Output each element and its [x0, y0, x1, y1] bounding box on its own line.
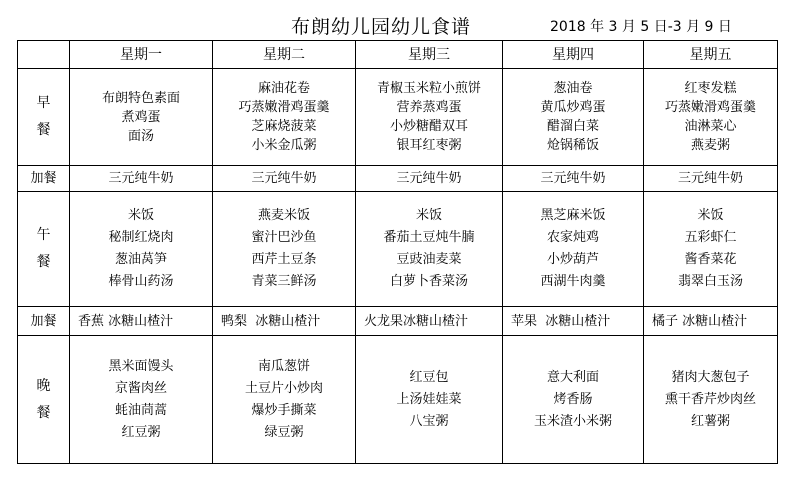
breakfast-label-char: 餐 — [36, 122, 51, 138]
morning-snack-wed: 三元纯牛奶 — [356, 166, 503, 192]
menu-item: 意大利面 — [546, 369, 599, 385]
menu-item: 红豆包 — [409, 369, 449, 385]
menu-item: 农家炖鸡 — [546, 230, 599, 245]
menu-item: 米饭 — [415, 208, 442, 223]
menu-item: 烤香肠 — [553, 391, 593, 407]
menu-item: 棒骨山药汤 — [108, 274, 174, 289]
menu-item: 黄瓜炒鸡蛋 — [540, 100, 606, 115]
breakfast-thu — [503, 69, 644, 166]
menu-item: 爆炒手撕菜 — [251, 402, 317, 418]
menu-item: 油淋菜心 — [684, 119, 737, 134]
menu-item: 豆豉油麦菜 — [396, 252, 462, 267]
menu-item: 布朗特色素面 — [101, 90, 180, 106]
morning-snack-tue: 三元纯牛奶 — [213, 166, 356, 192]
breakfast-mon — [70, 69, 213, 166]
day-header-tue: 星期二 — [213, 41, 356, 69]
morning-snack-fri: 三元纯牛奶 — [644, 166, 778, 192]
menu-item: 上汤娃娃菜 — [396, 391, 462, 407]
day-header-fri: 星期五 — [644, 41, 778, 69]
breakfast-label — [18, 69, 70, 166]
menu-item: 酱香菜花 — [684, 252, 737, 267]
menu-item: 土豆片小炒肉 — [244, 380, 323, 396]
lunch-label-char: 午 — [36, 227, 51, 243]
menu-item: 西芹土豆条 — [251, 252, 317, 267]
menu-item: 红枣发糕 — [684, 81, 737, 96]
breakfast-tue — [213, 69, 356, 166]
morning-snack-label: 加餐 — [18, 166, 70, 192]
dinner-label-char: 晚 — [36, 377, 51, 394]
dinner-label-char: 餐 — [36, 404, 51, 421]
afternoon-snack-row — [18, 307, 778, 336]
menu-item: 银耳红枣粥 — [396, 138, 462, 153]
morning-snack-mon: 三元纯牛奶 — [70, 166, 213, 192]
menu-item: 巧蒸嫩滑鸡蛋羹 — [238, 100, 330, 115]
menu-item: 翡翠白玉汤 — [677, 274, 743, 289]
afternoon-snack-mon: 香蕉 冰糖山楂汁 — [70, 307, 213, 336]
header-row — [18, 41, 778, 69]
afternoon-snack-thu: 苹果 冰糖山楂汁 — [503, 307, 644, 336]
menu-item: 熏干香芹炒肉丝 — [664, 391, 756, 407]
lunch-tue — [213, 192, 356, 307]
menu-item: 绿豆粥 — [264, 424, 304, 440]
lunch-row — [18, 192, 778, 307]
afternoon-snack-tue: 鸭梨 冰糖山楂汁 — [213, 307, 356, 336]
corner-cell — [18, 41, 70, 69]
dinner-wed — [356, 336, 503, 464]
menu-item: 葱油莴笋 — [114, 252, 167, 267]
menu-item: 玉米渣小米粥 — [533, 413, 612, 429]
dinner-thu — [503, 336, 644, 464]
lunch-label-char: 餐 — [36, 254, 51, 270]
menu-item: 麻油花卷 — [257, 81, 310, 96]
menu-item: 京酱肉丝 — [114, 380, 167, 396]
page-title: 布朗幼儿园幼儿食谱 — [291, 16, 472, 38]
menu-item: 猪肉大葱包子 — [671, 369, 750, 385]
lunch-thu — [503, 192, 644, 307]
menu-item: 黑米面馒头 — [108, 358, 174, 374]
morning-snack-thu: 三元纯牛奶 — [503, 166, 644, 192]
menu-item: 西湖牛肉羹 — [540, 274, 606, 289]
menu-item: 番茄土豆炖牛腩 — [383, 230, 475, 245]
afternoon-snack-label: 加餐 — [18, 307, 70, 336]
dinner-label — [18, 336, 70, 464]
menu-item: 南瓜葱饼 — [257, 358, 310, 374]
menu-item: 燕麦粥 — [690, 138, 730, 153]
lunch-fri — [644, 192, 778, 307]
menu-item: 醋溜白菜 — [546, 119, 599, 134]
dinner-tue — [213, 336, 356, 464]
menu-item: 五彩虾仁 — [684, 230, 737, 245]
dinner-row — [18, 336, 778, 464]
menu-table — [17, 40, 778, 464]
dinner-fri — [644, 336, 778, 464]
menu-item: 燕麦米饭 — [257, 208, 310, 223]
breakfast-row — [18, 69, 778, 166]
menu-item: 营养蒸鸡蛋 — [396, 100, 462, 115]
lunch-label — [18, 192, 70, 307]
breakfast-fri — [644, 69, 778, 166]
menu-item: 面汤 — [127, 128, 154, 144]
date-range: 2018 年 3 月 5 日-3 月 9 日 — [550, 19, 732, 35]
menu-item: 秘制红烧肉 — [108, 230, 174, 245]
menu-item: 青菜三鲜汤 — [251, 274, 317, 289]
menu-item: 蜜汁巴沙鱼 — [251, 230, 317, 245]
breakfast-wed — [356, 69, 503, 166]
menu-item: 葱油卷 — [553, 81, 593, 96]
menu-item: 米饭 — [127, 208, 154, 223]
menu-item: 黑芝麻米饭 — [540, 208, 606, 223]
menu-item: 红豆粥 — [121, 424, 161, 440]
afternoon-snack-fri: 橘子 冰糖山楂汁 — [644, 307, 778, 336]
menu-item: 八宝粥 — [409, 413, 449, 429]
morning-snack-row — [18, 166, 778, 192]
dinner-mon — [70, 336, 213, 464]
menu-item: 白萝卜香菜汤 — [389, 274, 468, 289]
menu-item: 小炒葫芦 — [546, 252, 599, 267]
day-header-thu: 星期四 — [503, 41, 644, 69]
menu-item: 米饭 — [697, 208, 724, 223]
menu-item: 小炒糖醋双耳 — [389, 119, 468, 134]
menu-item: 红薯粥 — [690, 413, 730, 429]
menu-item: 煮鸡蛋 — [121, 109, 161, 125]
menu-item: 巧蒸嫩滑鸡蛋羹 — [664, 100, 756, 115]
lunch-mon — [70, 192, 213, 307]
day-header-mon: 星期一 — [70, 41, 213, 69]
menu-item: 青椒玉米粒小煎饼 — [376, 81, 481, 96]
afternoon-snack-wed: 火龙果冰糖山楂汁 — [356, 307, 503, 336]
breakfast-label-char: 早 — [36, 95, 51, 111]
lunch-wed — [356, 192, 503, 307]
menu-item: 炝锅稀饭 — [546, 138, 599, 153]
menu-item: 蚝油茼蒿 — [114, 402, 167, 418]
day-header-wed: 星期三 — [356, 41, 503, 69]
menu-item: 小米金瓜粥 — [251, 138, 317, 153]
menu-item: 芝麻烧菠菜 — [251, 119, 317, 134]
